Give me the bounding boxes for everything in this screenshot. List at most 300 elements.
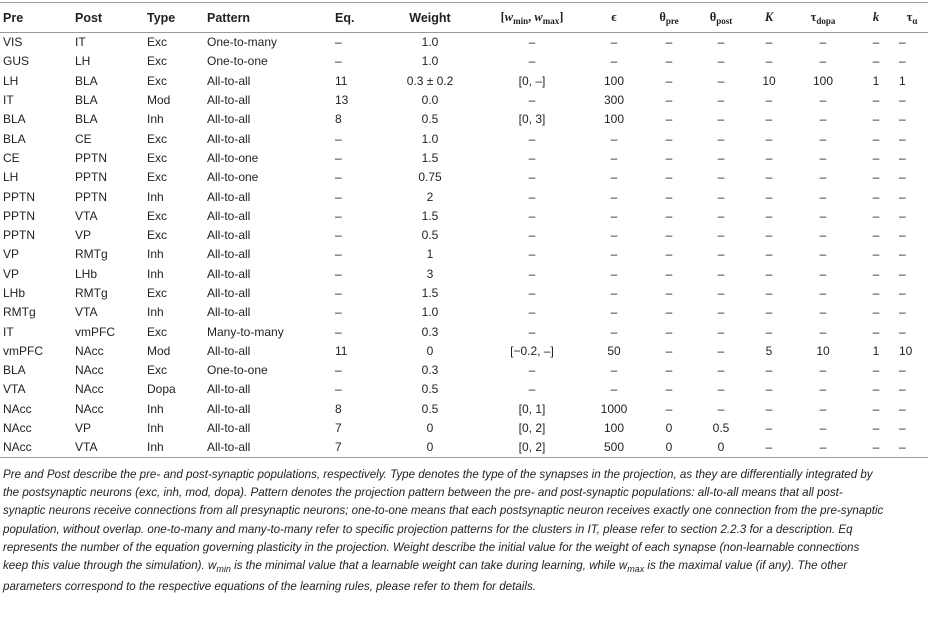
cell-tau-dopa: –	[819, 150, 827, 165]
cell-post: VP	[75, 228, 92, 243]
cell-eq: 7	[335, 421, 342, 436]
cell-weight-range: [0, 3]	[518, 112, 546, 127]
cell-theta-pre: –	[665, 305, 673, 320]
cell-k: –	[872, 247, 880, 262]
cell-post: BLA	[75, 73, 98, 88]
cell-tau-alpha: –	[899, 324, 906, 339]
cell-weight: 0.0	[421, 93, 439, 108]
cell-eq: –	[335, 247, 342, 262]
cell-tau-alpha: –	[899, 401, 906, 416]
cell-weight-range: –	[528, 363, 536, 378]
cell-weight: 3	[426, 266, 434, 281]
cell-theta-post: –	[717, 189, 725, 204]
cell-pattern: All-to-all	[207, 401, 251, 416]
cell-pre: BLA	[3, 131, 26, 146]
cell-theta-pre: –	[665, 73, 673, 88]
cell-type: Exc	[147, 131, 168, 146]
header-tau-alpha: $\tau_\alpha$	[896, 3, 928, 33]
cell-tau-alpha: –	[899, 35, 906, 50]
cell-type: Exc	[147, 228, 168, 243]
cell-type: Inh	[147, 421, 164, 436]
header-epsilon: ϵ	[584, 3, 644, 33]
cell-theta-pre: –	[665, 343, 673, 358]
cell-pattern: All-to-all	[207, 189, 251, 204]
cell-theta-post: –	[717, 35, 725, 50]
cell-K: –	[765, 363, 773, 378]
cell-pattern: All-to-all	[207, 266, 251, 281]
cell-pre: PPTN	[3, 208, 36, 223]
cell-epsilon: –	[610, 131, 618, 146]
cell-post: LH	[75, 54, 91, 69]
cell-theta-pre: 0	[644, 438, 694, 457]
cell-pre: VTA	[3, 382, 26, 397]
cell-weight-range: [0, 2]	[518, 421, 546, 436]
cell-post: VP	[75, 421, 92, 436]
cell-theta-post: –	[717, 382, 725, 397]
cell-pre: VP	[3, 266, 20, 281]
header-row	[0, 3, 928, 33]
cell-epsilon: –	[610, 286, 618, 300]
cell-pre: CE	[3, 150, 20, 165]
cell-type: Exc	[147, 363, 168, 378]
cell-epsilon: –	[610, 228, 618, 243]
cell-epsilon: 1000	[600, 401, 628, 416]
cell-theta-pre: –	[665, 208, 673, 223]
cell-weight: 1.0	[421, 131, 439, 146]
cell-k: –	[872, 150, 880, 165]
cell-theta-post: –	[717, 131, 725, 146]
cell-weight: 0.75	[418, 170, 442, 185]
cell-K: –	[765, 189, 773, 204]
table-row	[0, 90, 928, 109]
cell-K: –	[765, 228, 773, 243]
table-row	[0, 283, 928, 302]
cell-theta-pre: –	[665, 363, 673, 378]
cell-eq: –	[335, 228, 342, 243]
header-weight-range: [$w_{min}$, $w_{max}$]	[480, 3, 584, 33]
cell-tau-alpha: –	[899, 286, 906, 300]
cell-theta-pre: –	[665, 93, 673, 108]
cell-pre: LH	[3, 170, 19, 185]
cell-tau-alpha: –	[899, 170, 906, 185]
cell-k: 1	[872, 73, 880, 88]
cell-tau-alpha: –	[899, 131, 906, 146]
cell-theta-pre: –	[665, 112, 673, 127]
header-pattern: Pattern	[204, 3, 332, 33]
table-row	[0, 380, 928, 399]
cell-theta-post: –	[717, 343, 725, 358]
cell-eq: –	[335, 382, 342, 397]
header-type: Type	[144, 3, 204, 33]
cell-tau-alpha: 1	[899, 73, 906, 88]
cell-pattern: One-to-one	[207, 363, 268, 378]
header-theta-post: $\theta_{post}$	[694, 3, 748, 33]
header-eq: Eq.	[332, 3, 380, 33]
cell-post: NAcc	[75, 382, 104, 397]
cell-K: –	[765, 208, 773, 223]
cell-eq: 13	[335, 93, 349, 108]
cell-theta-post: –	[717, 170, 725, 185]
cell-K: –	[765, 35, 773, 50]
cell-post: BLA	[75, 112, 98, 127]
cell-pattern: All-to-all	[207, 305, 251, 320]
cell-k: –	[856, 438, 896, 457]
cell-theta-post: –	[717, 150, 725, 165]
cell-theta-pre: –	[665, 35, 673, 50]
cell-type: Inh	[147, 266, 164, 281]
cell-tau-dopa: –	[819, 112, 827, 127]
table-row	[0, 225, 928, 244]
cell-pre: VP	[3, 247, 20, 262]
cell-pre: NAcc	[3, 421, 32, 436]
cell-type: Inh	[147, 189, 164, 204]
cell-tau-dopa: 10	[816, 343, 830, 358]
cell-pre: LHb	[3, 286, 26, 300]
cell-type: Inh	[147, 401, 164, 416]
cell-theta-post: –	[717, 324, 725, 339]
cell-weight-range: –	[528, 266, 536, 281]
cell-type: Mod	[147, 93, 171, 108]
cell-eq: 7	[332, 438, 380, 457]
cell-theta-post: –	[717, 363, 725, 378]
cell-K: –	[748, 438, 790, 457]
cell-tau-dopa: –	[819, 228, 827, 243]
cell-tau-alpha: –	[899, 363, 906, 378]
cell-post: IT	[75, 35, 86, 50]
cell-pre: VIS	[3, 35, 23, 50]
table-row	[0, 168, 928, 187]
cell-K: 10	[762, 73, 776, 88]
cell-eq: 8	[335, 112, 342, 127]
table-row	[0, 399, 928, 418]
table-row	[0, 438, 928, 457]
cell-weight: 0.5	[421, 382, 439, 397]
cell-post: NAcc	[75, 343, 104, 358]
cell-epsilon: –	[610, 150, 618, 165]
cell-theta-pre: –	[665, 228, 673, 243]
cell-eq: –	[335, 266, 342, 281]
cell-type: Dopa	[147, 382, 176, 397]
table-row	[0, 206, 928, 225]
cell-post: vmPFC	[75, 324, 115, 339]
cell-weight-range: –	[528, 131, 536, 146]
cell-theta-post: –	[717, 54, 725, 69]
cell-epsilon: 300	[603, 93, 625, 108]
cell-tau-dopa: –	[819, 286, 827, 300]
header-k: k	[856, 3, 896, 33]
cell-K: –	[765, 150, 773, 165]
cell-theta-post: –	[717, 401, 725, 416]
table-row	[0, 418, 928, 437]
cell-pattern: All-to-all	[207, 93, 251, 108]
cell-weight: 1.5	[421, 208, 439, 223]
cell-pattern: All-to-all	[207, 208, 251, 223]
table-row	[0, 303, 928, 322]
cell-pattern: All-to-all	[204, 438, 332, 457]
cell-K: 5	[765, 343, 773, 358]
cell-weight: 0.3 ± 0.2	[406, 73, 454, 88]
cell-epsilon: –	[610, 170, 618, 185]
cell-epsilon: –	[610, 35, 618, 50]
cell-pre: IT	[3, 324, 14, 339]
cell-post: RMTg	[75, 247, 108, 262]
cell-epsilon: –	[610, 189, 618, 204]
header-pre: Pre	[0, 3, 72, 33]
cell-post: VTA	[72, 438, 144, 457]
cell-K: –	[765, 170, 773, 185]
cell-pattern: All-to-all	[207, 228, 251, 243]
cell-type: Exc	[147, 54, 168, 69]
table-row	[0, 361, 928, 380]
cell-weight-range: –	[528, 247, 536, 262]
cell-theta-pre: –	[665, 382, 673, 397]
cell-k: –	[872, 35, 880, 50]
table-row	[0, 129, 928, 148]
cell-theta-post: 0	[694, 438, 748, 457]
cell-k: –	[872, 131, 880, 146]
cell-epsilon: –	[610, 324, 618, 339]
cell-K: –	[765, 324, 773, 339]
table-row	[0, 52, 928, 71]
table-row	[0, 148, 928, 167]
cell-pre: BLA	[3, 363, 26, 378]
cell-eq: –	[335, 324, 342, 339]
cell-K: –	[765, 266, 773, 281]
table-row	[0, 110, 928, 129]
cell-weight: 2	[426, 189, 434, 204]
cell-type: Exc	[147, 208, 168, 223]
cell-pattern: All-to-all	[207, 421, 251, 436]
cell-pre: NAcc	[3, 401, 32, 416]
cell-weight-range: [0, –]	[518, 73, 546, 88]
cell-post: PPTN	[75, 150, 108, 165]
cell-pre: RMTg	[3, 305, 36, 320]
cell-theta-post: –	[717, 73, 725, 88]
cell-type: Inh	[147, 305, 164, 320]
cell-tau-dopa: –	[819, 54, 827, 69]
cell-pattern: All-to-all	[207, 131, 251, 146]
cell-tau-alpha: –	[899, 150, 906, 165]
cell-K: –	[765, 93, 773, 108]
cell-K: –	[765, 305, 773, 320]
cell-pre: vmPFC	[3, 343, 43, 358]
cell-k: –	[872, 208, 880, 223]
cell-eq: –	[335, 208, 342, 223]
table-row	[0, 187, 928, 206]
cell-weight-range: –	[528, 93, 536, 108]
cell-theta-pre: –	[665, 266, 673, 281]
cell-pattern: All-to-one	[207, 150, 259, 165]
cell-k: –	[872, 305, 880, 320]
cell-tau-dopa: –	[819, 324, 827, 339]
cell-theta-post: –	[717, 286, 725, 300]
cell-weight: 1.0	[421, 54, 439, 69]
cell-post: VTA	[75, 305, 98, 320]
cell-K: –	[765, 131, 773, 146]
cell-tau-dopa: –	[819, 170, 827, 185]
cell-k: –	[872, 112, 880, 127]
cell-weight: 0.5	[421, 228, 439, 243]
cell-tau-dopa: –	[819, 382, 827, 397]
cell-epsilon: –	[610, 363, 618, 378]
cell-theta-post: –	[717, 228, 725, 243]
cell-pattern: All-to-all	[207, 343, 251, 358]
cell-weight: 1	[426, 247, 434, 262]
cell-tau-dopa: –	[819, 93, 827, 108]
cell-weight: 0.5	[421, 401, 439, 416]
cell-tau-alpha: –	[899, 421, 906, 436]
cell-type: Mod	[147, 343, 171, 358]
cell-weight-range: –	[528, 170, 536, 185]
cell-epsilon: 500	[584, 438, 644, 457]
cell-weight: 0.5	[421, 112, 439, 127]
cell-theta-pre: 0	[665, 421, 673, 436]
cell-tau-dopa: –	[819, 247, 827, 262]
cell-tau-dopa: –	[819, 401, 827, 416]
cell-pattern: Many-to-many	[207, 324, 284, 339]
cell-weight-range: [−0.2, –]	[510, 343, 554, 358]
cell-weight-range: –	[528, 54, 536, 69]
cell-eq: –	[335, 286, 342, 300]
cell-tau-alpha: –	[899, 266, 906, 281]
table-row	[0, 71, 928, 90]
cell-epsilon: 50	[607, 343, 621, 358]
cell-eq: –	[335, 189, 342, 204]
cell-post: LHb	[75, 266, 98, 281]
cell-theta-pre: –	[665, 324, 673, 339]
cell-weight: 1.5	[421, 150, 439, 165]
cell-weight: 1.5	[421, 286, 439, 300]
cell-tau-dopa: 100	[812, 73, 834, 88]
cell-theta-pre: –	[665, 189, 673, 204]
cell-post: BLA	[75, 93, 98, 108]
cell-eq: –	[335, 150, 342, 165]
cell-theta-pre: –	[665, 150, 673, 165]
cell-tau-dopa: –	[819, 421, 827, 436]
cell-K: –	[765, 54, 773, 69]
cell-type: Exc	[147, 324, 168, 339]
cell-theta-pre: –	[665, 54, 673, 69]
cell-k: –	[872, 266, 880, 281]
cell-type: Exc	[147, 150, 168, 165]
cell-K: –	[765, 401, 773, 416]
cell-theta-post: –	[717, 208, 725, 223]
cell-weight-range: [0, 1]	[518, 401, 546, 416]
table-caption: Pre and Post describe the pre- and post-synaptic populations, respectively. Type denotes the type of the synapses in the projection, as they are differentially integrated by the postsynaptic neurons (exc, inh, mod, dopa). Pattern denotes the projection pattern between the pre- and post-synaptic populations: all-to-all means that all post-synaptic neurons receive connections from all presynaptic neurons; one-to-one means that each postsynaptic neuron receives exactly one connection from the pre-synaptic population, without overlap. one-to-many and many-to-many refer to specific projection patterns for the clusters in IT, please refer to section 2.2.3 for a description. Eq represents the number of the equation governing plasticity in the projection. Weight describe the initial value for the weight of each synapse (non-learnable connections keep this value through the simulation). $w_{min}$ is the minimal value that a learnable weight can take during learning, while $w_{max}$ is the maximal value (if any). The other parameters correspond to the respective equations of the learning rules, please refer to them for details.	[3, 468, 884, 594]
cell-post: PPTN	[75, 170, 108, 185]
synapse-parameters-table	[0, 2, 928, 458]
cell-k: –	[872, 93, 880, 108]
cell-weight: 0	[426, 343, 434, 358]
cell-weight: 0	[426, 421, 434, 436]
cell-k: –	[872, 363, 880, 378]
cell-weight-range: [0, 2]	[480, 438, 584, 457]
cell-theta-post: –	[717, 247, 725, 262]
cell-pattern: All-to-all	[207, 247, 251, 262]
cell-epsilon: 100	[603, 112, 625, 127]
cell-weight-range: –	[528, 324, 536, 339]
cell-tau-alpha: 10	[899, 343, 913, 358]
cell-eq: 8	[335, 401, 342, 416]
cell-tau-dopa: –	[819, 131, 827, 146]
cell-theta-pre: –	[665, 401, 673, 416]
cell-type: Inh	[147, 247, 164, 262]
cell-weight: 0	[380, 438, 480, 457]
cell-pattern: One-to-many	[207, 35, 278, 50]
header-K: K	[748, 3, 790, 33]
cell-post: NAcc	[75, 363, 104, 378]
cell-K: –	[765, 421, 773, 436]
cell-k: –	[872, 228, 880, 243]
cell-type: Exc	[147, 35, 168, 50]
cell-K: –	[765, 247, 773, 262]
cell-theta-post: –	[717, 266, 725, 281]
cell-k: –	[872, 382, 880, 397]
cell-pre: GUS	[3, 54, 30, 69]
cell-K: –	[765, 286, 773, 300]
cell-tau-alpha: –	[899, 112, 906, 127]
cell-theta-pre: –	[665, 247, 673, 262]
cell-weight: 0.3	[421, 324, 439, 339]
cell-weight: 0.3	[421, 363, 439, 378]
cell-weight-range: –	[528, 382, 536, 397]
cell-post: CE	[75, 131, 92, 146]
cell-tau-dopa: –	[819, 189, 827, 204]
cell-tau-dopa: –	[819, 266, 827, 281]
cell-theta-post: –	[717, 305, 725, 320]
cell-tau-alpha: –	[899, 247, 906, 262]
cell-k: –	[872, 324, 880, 339]
cell-theta-post: –	[717, 112, 725, 127]
table-row	[0, 264, 928, 283]
cell-pattern: All-to-all	[207, 112, 251, 127]
cell-type: Exc	[147, 286, 168, 300]
cell-pattern: One-to-one	[207, 54, 268, 69]
cell-weight-range: –	[528, 305, 536, 320]
cell-post: VTA	[75, 208, 98, 223]
cell-theta-post: 0.5	[712, 421, 730, 436]
cell-k: –	[872, 286, 880, 300]
cell-tau-alpha: –	[899, 93, 906, 108]
cell-pre: IT	[3, 93, 14, 108]
cell-weight: 1.0	[421, 305, 439, 320]
cell-weight-range: –	[528, 208, 536, 223]
cell-epsilon: –	[610, 54, 618, 69]
header-post: Post	[72, 3, 144, 33]
cell-pattern: All-to-one	[207, 170, 259, 185]
cell-epsilon: –	[610, 305, 618, 320]
cell-tau-alpha: –	[899, 54, 906, 69]
cell-type: Inh	[147, 112, 164, 127]
cell-tau-dopa: –	[819, 208, 827, 223]
cell-post: NAcc	[75, 401, 104, 416]
cell-k: –	[872, 54, 880, 69]
cell-tau-alpha: –	[896, 438, 928, 457]
cell-pre: NAcc	[0, 438, 72, 457]
cell-eq: –	[335, 35, 342, 50]
cell-k: –	[872, 401, 880, 416]
cell-pattern: All-to-all	[207, 382, 251, 397]
cell-eq: –	[335, 363, 342, 378]
cell-K: –	[765, 382, 773, 397]
cell-theta-pre: –	[665, 131, 673, 146]
cell-type: Exc	[147, 73, 168, 88]
cell-epsilon: 100	[603, 421, 625, 436]
header-tau-dopa: $\tau_{dopa}$	[790, 3, 856, 33]
cell-theta-post: –	[717, 93, 725, 108]
cell-k: –	[872, 189, 880, 204]
table-row	[0, 341, 928, 360]
